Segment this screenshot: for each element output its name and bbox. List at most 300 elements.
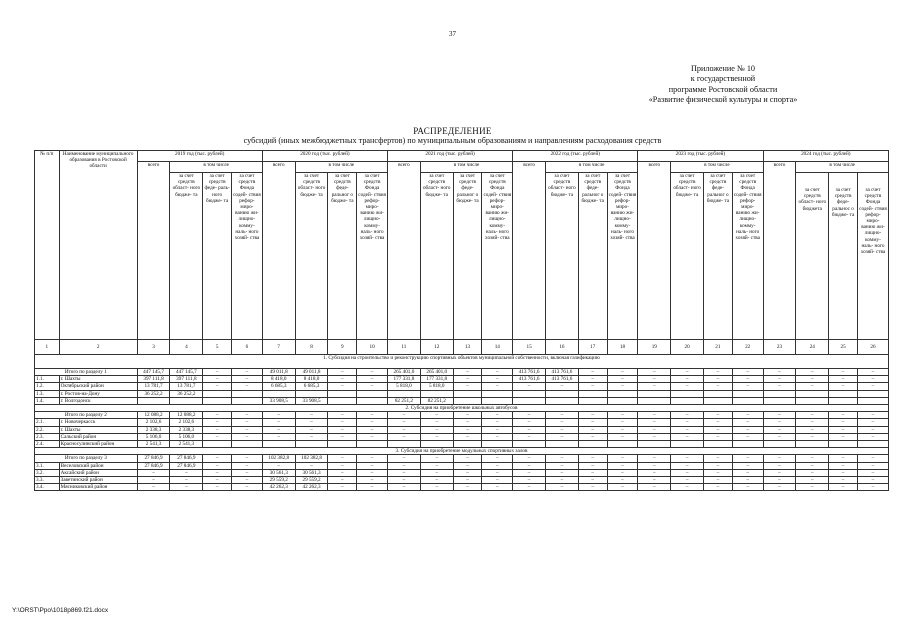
- value-cell: –: [857, 462, 888, 469]
- value-cell: –: [420, 469, 453, 476]
- value-cell: –: [732, 484, 763, 491]
- value-cell: [607, 390, 638, 397]
- value-cell: –: [357, 426, 388, 433]
- value-cell: 2 102,6: [137, 419, 170, 426]
- value-cell: –: [137, 484, 170, 491]
- value-cell: –: [232, 419, 263, 426]
- value-cell: –: [578, 412, 607, 419]
- value-cell: –: [704, 433, 733, 440]
- value-cell: –: [607, 426, 638, 433]
- value-cell: –: [671, 484, 704, 491]
- total-header: всего: [763, 162, 796, 340]
- incl-header: в том числе: [170, 162, 262, 173]
- table-row: [35, 469, 889, 476]
- sub-header-federal: за счет средств феде- ральног о бюдже- та: [704, 173, 733, 340]
- value-cell: –: [671, 426, 704, 433]
- value-cell: –: [704, 469, 733, 476]
- value-cell: –: [704, 484, 733, 491]
- value-cell: –: [482, 419, 513, 426]
- value-cell: –: [638, 455, 671, 462]
- value-cell: –: [328, 383, 357, 390]
- column-number-cell: 25: [829, 340, 858, 355]
- value-cell: –: [546, 484, 579, 491]
- value-cell: –: [857, 477, 888, 484]
- value-cell: –: [829, 383, 858, 390]
- value-cell: [232, 441, 263, 448]
- value-cell: [671, 390, 704, 397]
- value-cell: [513, 390, 546, 397]
- value-cell: –: [546, 426, 579, 433]
- total-header: всего: [638, 162, 671, 340]
- value-cell: –: [546, 477, 579, 484]
- value-cell: –: [763, 426, 796, 433]
- value-cell: [482, 397, 513, 404]
- value-cell: [857, 441, 888, 448]
- value-cell: 397 111,8: [170, 376, 203, 383]
- value-cell: –: [295, 412, 328, 419]
- row-name: г. Волгодонск: [59, 397, 137, 404]
- column-number-cell: 20: [671, 340, 704, 355]
- value-cell: –: [829, 484, 858, 491]
- appendix-line: к государственной: [690, 74, 756, 84]
- value-cell: 5 818,0: [420, 383, 453, 390]
- value-cell: –: [453, 477, 482, 484]
- value-cell: –: [453, 469, 482, 476]
- value-cell: –: [578, 433, 607, 440]
- row-name: г. Шахты: [59, 426, 137, 433]
- value-cell: 13 781,7: [137, 383, 170, 390]
- row-number: 2.1.: [35, 419, 60, 426]
- value-cell: 8 418,0: [295, 376, 328, 383]
- value-cell: –: [704, 419, 733, 426]
- value-cell: [546, 397, 579, 404]
- appendix-line: «Развитие физической культуры и спорта»: [648, 95, 798, 105]
- value-cell: 265 401,0: [388, 369, 421, 376]
- column-number-row: [35, 340, 889, 355]
- value-cell: –: [638, 469, 671, 476]
- value-cell: –: [453, 369, 482, 376]
- section-title: 2. Субсидия на приобретение школьных автобусов: [35, 405, 889, 412]
- value-cell: –: [328, 469, 357, 476]
- column-number-cell: 24: [796, 340, 829, 355]
- value-cell: –: [203, 477, 232, 484]
- row-name: Итого по разделу 3: [35, 455, 138, 462]
- value-cell: –: [203, 419, 232, 426]
- value-cell: [578, 390, 607, 397]
- value-cell: –: [578, 462, 607, 469]
- value-cell: –: [732, 376, 763, 383]
- table-row: [35, 426, 889, 433]
- value-cell: [732, 397, 763, 404]
- value-cell: –: [829, 412, 858, 419]
- value-cell: –: [607, 412, 638, 419]
- value-cell: –: [420, 462, 453, 469]
- column-number-cell: 8: [295, 340, 328, 355]
- value-cell: –: [513, 477, 546, 484]
- value-cell: –: [357, 462, 388, 469]
- value-cell: –: [578, 369, 607, 376]
- value-cell: –: [796, 426, 829, 433]
- value-cell: –: [420, 477, 453, 484]
- row-number: 2.3.: [35, 433, 60, 440]
- value-cell: –: [796, 484, 829, 491]
- table-row: [35, 369, 889, 376]
- incl-header: в том числе: [420, 162, 512, 173]
- value-cell: –: [453, 383, 482, 390]
- value-cell: [607, 441, 638, 448]
- appendix-line: Приложение № 10: [690, 64, 756, 73]
- value-cell: [732, 441, 763, 448]
- value-cell: [453, 397, 482, 404]
- sub-header-fund: за счет средств Фонда содей- ствия рефор- миро- ванию жи- лищно- комму- наль- ного хозяй- ства: [357, 173, 388, 340]
- value-cell: –: [796, 412, 829, 419]
- value-cell: –: [671, 462, 704, 469]
- value-cell: –: [232, 477, 263, 484]
- row-number: 3.2.: [35, 469, 60, 476]
- sub-header-federal: за счет средств феде- раль- ного бюдже- та: [203, 173, 232, 340]
- value-cell: [578, 441, 607, 448]
- value-cell: –: [857, 383, 888, 390]
- year-header: 2022 год (тыс. рублей): [513, 151, 638, 162]
- value-cell: [420, 390, 453, 397]
- value-cell: –: [453, 412, 482, 419]
- value-cell: –: [232, 383, 263, 390]
- value-cell: [578, 397, 607, 404]
- value-cell: [513, 397, 546, 404]
- value-cell: [796, 441, 829, 448]
- value-cell: [203, 397, 232, 404]
- value-cell: –: [763, 369, 796, 376]
- value-cell: [546, 390, 579, 397]
- column-number-cell: 13: [453, 340, 482, 355]
- value-cell: –: [203, 369, 232, 376]
- value-cell: –: [295, 462, 328, 469]
- value-cell: –: [388, 484, 421, 491]
- value-cell: 413 761,6: [546, 369, 579, 376]
- value-cell: –: [357, 455, 388, 462]
- value-cell: –: [763, 455, 796, 462]
- value-cell: 5 818,0: [388, 383, 421, 390]
- value-cell: [671, 397, 704, 404]
- value-cell: –: [638, 369, 671, 376]
- value-cell: [388, 441, 421, 448]
- page-number: 37: [449, 30, 456, 38]
- value-cell: –: [763, 433, 796, 440]
- value-cell: [638, 390, 671, 397]
- year-header: 2020 год (тыс. рублей): [262, 151, 387, 162]
- value-cell: –: [732, 469, 763, 476]
- value-cell: –: [453, 419, 482, 426]
- row-number: 3.1.: [35, 462, 60, 469]
- table-row: [35, 383, 889, 390]
- value-cell: –: [732, 419, 763, 426]
- value-cell: –: [829, 433, 858, 440]
- col-header-num: № п/п: [35, 151, 60, 340]
- value-cell: –: [232, 484, 263, 491]
- value-cell: –: [704, 412, 733, 419]
- row-name: г. Ростов-на-Дону: [59, 390, 137, 397]
- value-cell: –: [671, 455, 704, 462]
- value-cell: [295, 441, 328, 448]
- value-cell: [357, 397, 388, 404]
- value-cell: –: [482, 412, 513, 419]
- value-cell: –: [357, 369, 388, 376]
- value-cell: –: [671, 376, 704, 383]
- value-cell: [328, 441, 357, 448]
- value-cell: –: [388, 419, 421, 426]
- value-cell: [857, 397, 888, 404]
- section-title-row: [35, 405, 889, 412]
- column-number-cell: 17: [578, 340, 607, 355]
- value-cell: –: [704, 426, 733, 433]
- value-cell: –: [203, 412, 232, 419]
- value-cell: –: [638, 376, 671, 383]
- value-cell: –: [262, 462, 295, 469]
- value-cell: –: [513, 412, 546, 419]
- column-number-cell: 16: [546, 340, 579, 355]
- value-cell: –: [671, 383, 704, 390]
- column-number-cell: 2: [59, 340, 137, 355]
- value-cell: –: [763, 383, 796, 390]
- value-cell: [671, 441, 704, 448]
- value-cell: 8 418,0: [262, 376, 295, 383]
- value-cell: [453, 390, 482, 397]
- value-cell: –: [170, 477, 203, 484]
- value-cell: [829, 390, 858, 397]
- value-cell: 29 559,2: [262, 477, 295, 484]
- table-row: [35, 419, 889, 426]
- value-cell: –: [763, 469, 796, 476]
- value-cell: –: [857, 469, 888, 476]
- row-name: Веселовский район: [59, 462, 137, 469]
- value-cell: –: [732, 462, 763, 469]
- row-name: Итого по разделу 2: [35, 412, 138, 419]
- value-cell: –: [137, 469, 170, 476]
- value-cell: –: [482, 426, 513, 433]
- year-header: 2021 год (тыс. рублей): [388, 151, 513, 162]
- value-cell: –: [607, 419, 638, 426]
- value-cell: 42 262,3: [295, 484, 328, 491]
- value-cell: –: [704, 462, 733, 469]
- value-cell: –: [763, 412, 796, 419]
- value-cell: –: [638, 412, 671, 419]
- value-cell: –: [829, 477, 858, 484]
- row-name: г. Новочеркасск: [59, 419, 137, 426]
- value-cell: –: [170, 469, 203, 476]
- row-name: Октябрьский район: [59, 383, 137, 390]
- value-cell: –: [482, 477, 513, 484]
- value-cell: 27 846,9: [170, 462, 203, 469]
- column-number-cell: 3: [137, 340, 170, 355]
- value-cell: –: [578, 469, 607, 476]
- value-cell: 6 685,3: [295, 383, 328, 390]
- value-cell: –: [328, 455, 357, 462]
- value-cell: –: [671, 433, 704, 440]
- value-cell: [796, 397, 829, 404]
- value-cell: –: [262, 433, 295, 440]
- value-cell: 5 106,0: [170, 433, 203, 440]
- value-cell: –: [829, 455, 858, 462]
- row-name: Мясниковский район: [59, 484, 137, 491]
- value-cell: –: [328, 433, 357, 440]
- value-cell: [328, 397, 357, 404]
- value-cell: –: [732, 412, 763, 419]
- value-cell: –: [607, 484, 638, 491]
- total-header: всего: [388, 162, 421, 340]
- year-header: 2024 год (тыс. рублей): [763, 151, 888, 162]
- value-cell: –: [829, 376, 858, 383]
- value-cell: –: [763, 462, 796, 469]
- sub-header-regional: за счет средств област- ного бюджета: [796, 173, 829, 340]
- section-title-row: [35, 355, 889, 369]
- section-title: 1. Субсидия на строительство и реконструкцию спортивных объектов муниципальной собственности, включая газификацию: [35, 355, 889, 369]
- value-cell: –: [796, 433, 829, 440]
- value-cell: –: [482, 462, 513, 469]
- table-body: [35, 340, 889, 491]
- value-cell: –: [203, 462, 232, 469]
- value-cell: 2 338,3: [170, 426, 203, 433]
- value-cell: –: [704, 455, 733, 462]
- table-row: [35, 433, 889, 440]
- value-cell: –: [482, 469, 513, 476]
- value-cell: –: [607, 469, 638, 476]
- sub-header-regional: за счет средств област- ного бюдже- та: [170, 173, 203, 340]
- sub-header-regional: за счет средств област- ного бюдже- та: [546, 173, 579, 340]
- value-cell: [453, 441, 482, 448]
- value-cell: –: [732, 455, 763, 462]
- value-cell: –: [607, 433, 638, 440]
- table-row: [35, 376, 889, 383]
- column-number-cell: 15: [513, 340, 546, 355]
- value-cell: –: [638, 383, 671, 390]
- value-cell: –: [232, 376, 263, 383]
- value-cell: –: [513, 426, 546, 433]
- total-header: всего: [262, 162, 295, 340]
- value-cell: –: [763, 484, 796, 491]
- value-cell: –: [704, 369, 733, 376]
- column-number-cell: 21: [704, 340, 733, 355]
- total-header: всего: [513, 162, 546, 340]
- value-cell: –: [513, 433, 546, 440]
- table-row: [35, 441, 889, 448]
- value-cell: –: [857, 484, 888, 491]
- value-cell: [732, 390, 763, 397]
- value-cell: 102 382,8: [262, 455, 295, 462]
- value-cell: –: [232, 412, 263, 419]
- value-cell: –: [420, 419, 453, 426]
- row-number: 3.4.: [35, 484, 60, 491]
- row-name: г. Шахты: [59, 376, 137, 383]
- value-cell: –: [420, 433, 453, 440]
- value-cell: [203, 441, 232, 448]
- row-number: 3.3.: [35, 477, 60, 484]
- value-cell: [796, 390, 829, 397]
- value-cell: –: [857, 412, 888, 419]
- value-cell: [357, 441, 388, 448]
- value-cell: –: [546, 419, 579, 426]
- value-cell: –: [295, 419, 328, 426]
- value-cell: –: [796, 376, 829, 383]
- value-cell: 30 561,3: [295, 469, 328, 476]
- sub-header-federal: за счет средств феде- ральнос о бюдже- та: [829, 173, 858, 340]
- value-cell: –: [704, 477, 733, 484]
- value-cell: –: [829, 419, 858, 426]
- row-number: 1.4.: [35, 397, 60, 404]
- value-cell: –: [232, 426, 263, 433]
- value-cell: –: [704, 376, 733, 383]
- value-cell: –: [638, 426, 671, 433]
- value-cell: –: [578, 419, 607, 426]
- value-cell: [420, 441, 453, 448]
- value-cell: [262, 441, 295, 448]
- value-cell: –: [295, 433, 328, 440]
- value-cell: –: [638, 419, 671, 426]
- value-cell: –: [546, 412, 579, 419]
- distribution-table-container: [34, 150, 889, 491]
- value-cell: [829, 441, 858, 448]
- row-name: Итого по разделу 1: [35, 369, 138, 376]
- value-cell: –: [796, 383, 829, 390]
- value-cell: [607, 397, 638, 404]
- value-cell: –: [420, 484, 453, 491]
- sub-header-regional: за счет средств област- ного бюдже- та: [671, 173, 704, 340]
- value-cell: –: [388, 433, 421, 440]
- value-cell: [829, 397, 858, 404]
- sub-header-fund: за счет средств Фонда содей- ствия рефор- миро- ванию жи- лищно- комму- наль- ного хозяй- ства: [482, 173, 513, 340]
- value-cell: –: [388, 412, 421, 419]
- value-cell: –: [328, 369, 357, 376]
- value-cell: –: [203, 426, 232, 433]
- column-number-cell: 10: [357, 340, 388, 355]
- value-cell: –: [732, 433, 763, 440]
- value-cell: –: [170, 484, 203, 491]
- value-cell: –: [796, 477, 829, 484]
- value-cell: –: [388, 426, 421, 433]
- value-cell: –: [482, 484, 513, 491]
- value-cell: 177 331,8: [388, 376, 421, 383]
- value-cell: –: [732, 369, 763, 376]
- value-cell: 413 761,6: [546, 376, 579, 383]
- row-number: 1.1.: [35, 376, 60, 383]
- value-cell: 42 262,3: [262, 484, 295, 491]
- value-cell: –: [704, 383, 733, 390]
- value-cell: –: [638, 477, 671, 484]
- value-cell: –: [546, 469, 579, 476]
- value-cell: –: [203, 433, 232, 440]
- value-cell: 12 088,2: [170, 412, 203, 419]
- value-cell: 413 761,6: [513, 369, 546, 376]
- value-cell: [262, 390, 295, 397]
- column-number-cell: 22: [732, 340, 763, 355]
- value-cell: –: [388, 462, 421, 469]
- value-cell: –: [203, 376, 232, 383]
- value-cell: –: [578, 484, 607, 491]
- sub-header-regional: за счет средств област- ного бюдже- та: [295, 173, 328, 340]
- table-row: [35, 455, 889, 462]
- table-row: [35, 390, 889, 397]
- value-cell: 13 781,7: [170, 383, 203, 390]
- column-number-cell: 19: [638, 340, 671, 355]
- value-cell: –: [546, 462, 579, 469]
- value-cell: –: [357, 412, 388, 419]
- value-cell: 82 251,2: [420, 397, 453, 404]
- value-cell: –: [388, 477, 421, 484]
- column-number-cell: 14: [482, 340, 513, 355]
- value-cell: [763, 441, 796, 448]
- value-cell: –: [857, 419, 888, 426]
- value-cell: 36 252,2: [170, 390, 203, 397]
- value-cell: –: [671, 369, 704, 376]
